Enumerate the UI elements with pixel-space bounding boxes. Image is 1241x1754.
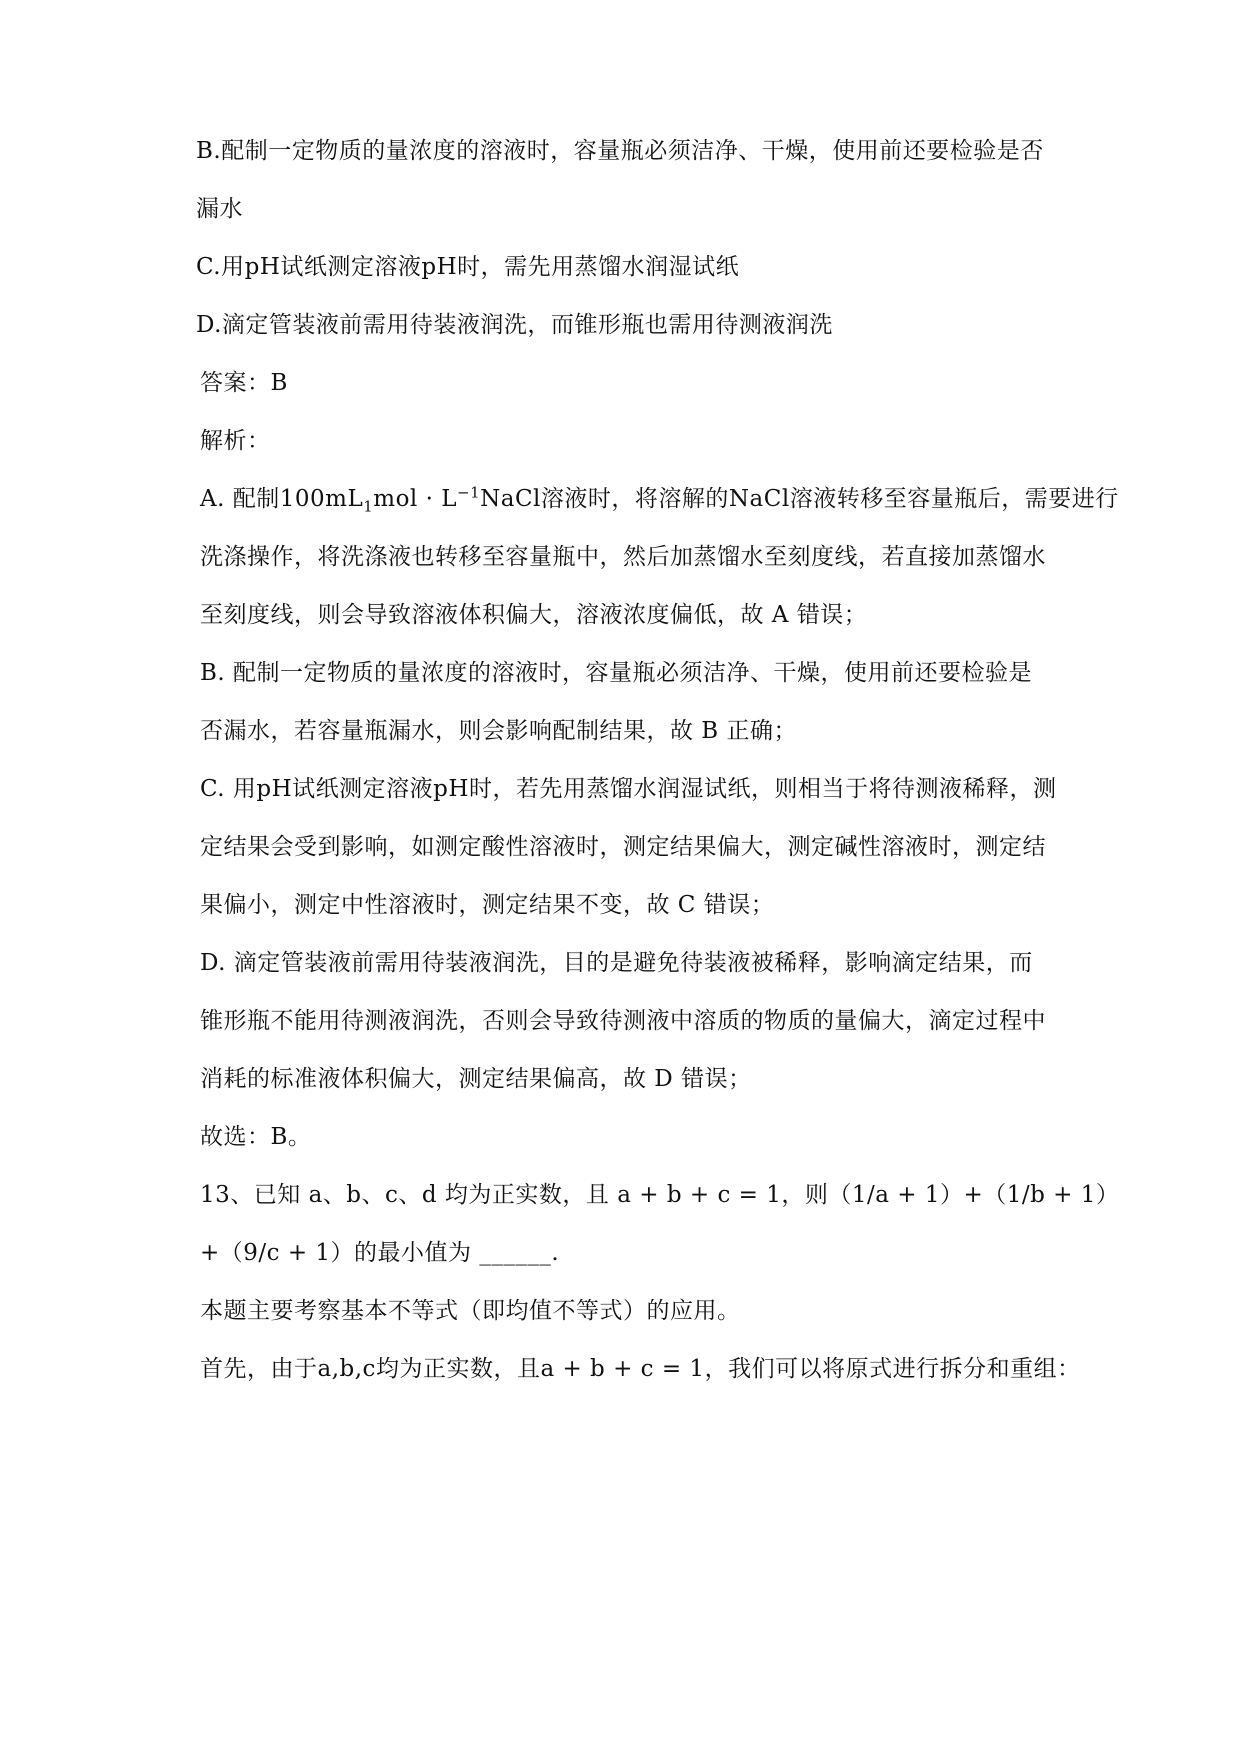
- analysis-a-mid: mol · L: [373, 486, 457, 512]
- analysis-b-line-1: B. 配制一定物质的量浓度的溶液时，容量瓶必须洁净、干燥，使用前还要检验是: [200, 660, 1033, 686]
- analysis-b-line-2: 否漏水，若容量瓶漏水，则会影响配制结果，故 B 正确；: [200, 718, 798, 744]
- analysis-c-line-1: C. 用pH试纸测定溶液pH时，若先用蒸馏水润湿试纸，则相当于将待测液稀释，测: [200, 776, 1057, 802]
- analysis-a-prefix: A. 配制100mL: [200, 486, 364, 512]
- answer-line: 答案：B: [200, 370, 288, 396]
- analysis-a-line-2: 洗涤操作，将洗涤液也转移至容量瓶中，然后加蒸馏水至刻度线，若直接加蒸馏水: [200, 544, 1046, 570]
- topic-line: 本题主要考察基本不等式（即均值不等式）的应用。: [200, 1298, 741, 1324]
- option-b-line-2: 漏水: [196, 196, 243, 222]
- analysis-d-line-2: 锥形瓶不能用待测液润洗，否则会导致待测液中溶质的物质的量偏大，滴定过程中: [200, 1008, 1046, 1034]
- final-choice-line: 故选：B。: [200, 1124, 312, 1150]
- analysis-a-sub: 1: [363, 497, 374, 516]
- option-d-line: D.滴定管装液前需用待装液润洗，而锥形瓶也需用待测液润洗: [196, 312, 833, 338]
- analysis-a-suffix: NaCl溶液时，将溶解的NaCl溶液转移至容量瓶后，需要进行: [480, 486, 1119, 512]
- analysis-d-line-1: D. 滴定管装液前需用待装液润洗，目的是避免待装液被稀释，影响滴定结果，而: [200, 950, 1033, 976]
- analysis-a-line-3: 至刻度线，则会导致溶液体积偏大，溶液浓度偏低，故 A 错误；: [200, 602, 868, 628]
- option-c-line: C.用pH试纸测定溶液pH时，需先用蒸馏水润湿试纸: [196, 254, 740, 280]
- option-b-line-1: B.配制一定物质的量浓度的溶液时，容量瓶必须洁净、干燥，使用前还要检验是否: [196, 138, 1044, 164]
- analysis-c-line-2: 定结果会受到影响，如测定酸性溶液时，测定结果偏大，测定碱性溶液时，测定结: [200, 834, 1046, 860]
- question-13-line-2: +（9/c + 1）的最小值为 ______.: [200, 1240, 560, 1266]
- analysis-a-line-1: [200, 484, 1119, 514]
- analysis-heading: 解析：: [200, 428, 271, 454]
- question-13-line-1: 13、已知 a、b、c、d 均为正实数，且 a + b + c = 1，则（1/a + 1）+（1/b + 1）: [200, 1182, 1120, 1208]
- analysis-d-line-3: 消耗的标准液体积偏大，测定结果偏高，故 D 错误；: [200, 1066, 752, 1092]
- solution-start-line: 首先，由于a,b,c均为正实数，且a + b + c = 1，我们可以将原式进行拆分和重组：: [200, 1356, 1081, 1382]
- analysis-a-sup: −1: [457, 483, 481, 502]
- analysis-c-line-3: 果偏小，测定中性溶液时，测定结果不变，故 C 错误；: [200, 892, 775, 918]
